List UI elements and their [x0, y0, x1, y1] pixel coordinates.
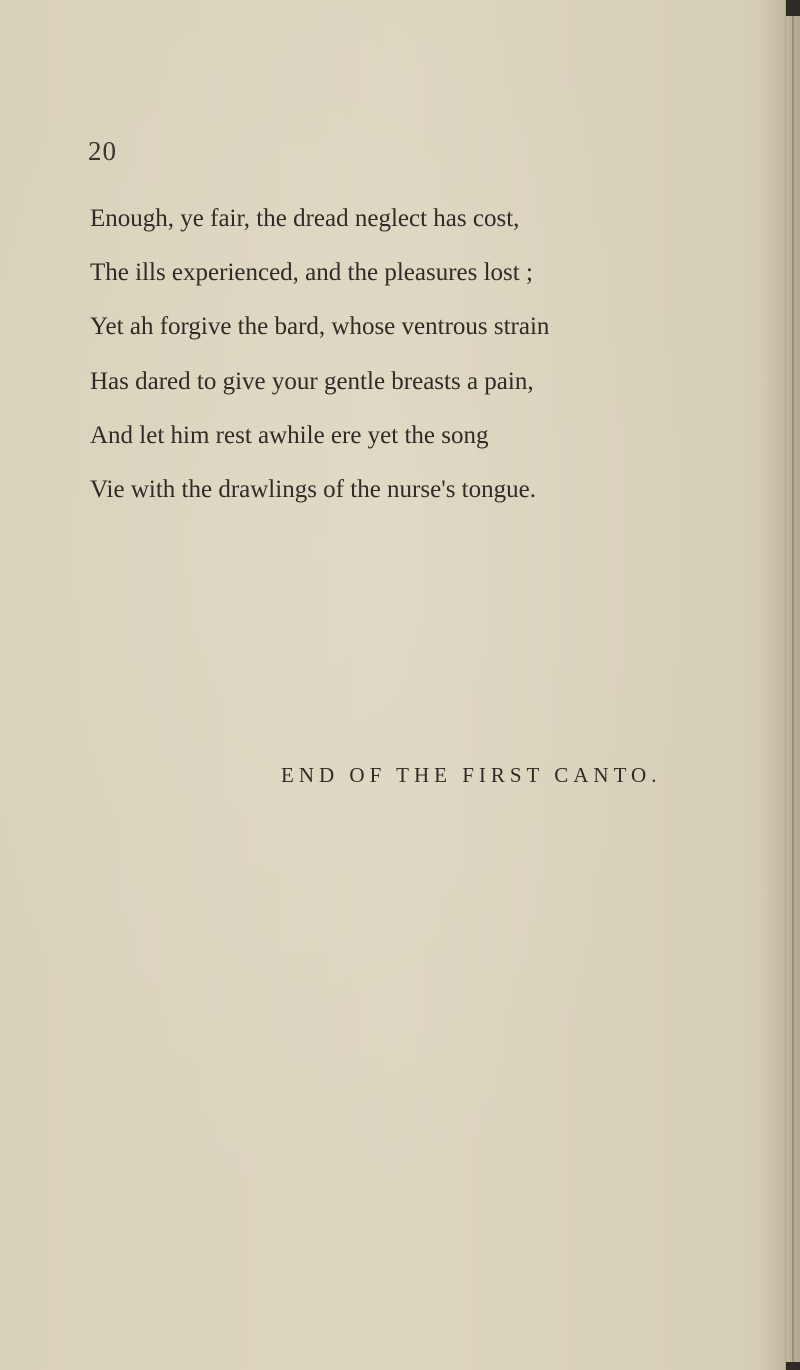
corner-mark-bottom: [786, 1362, 800, 1370]
end-of-canto-heading: END OF THE FIRST CANTO.: [281, 763, 662, 787]
page-number: 20: [88, 136, 117, 166]
verse-line-4: Has dared to give your gentle breasts a pain,: [90, 367, 534, 395]
verse-line-5: And let him rest awhile ere yet the song: [90, 421, 489, 449]
verse-line-3: Yet ah forgive the bard, whose ventrous strain: [90, 313, 550, 341]
verse-line-6: Vie with the drawlings of the nurse's tongue.: [90, 475, 536, 503]
verse-line-2: The ills experienced, and the pleasures lost ;: [90, 259, 533, 287]
verse-stanza: [90, 192, 730, 517]
verse-line-1: Enough, ye fair, the dread neglect has cost,: [90, 205, 520, 232]
corner-mark-top: [786, 0, 800, 16]
adjacent-page-edge: [792, 0, 794, 1370]
binding-shadow: [762, 0, 800, 1370]
adjacent-page-edge-inner: [785, 0, 786, 1370]
